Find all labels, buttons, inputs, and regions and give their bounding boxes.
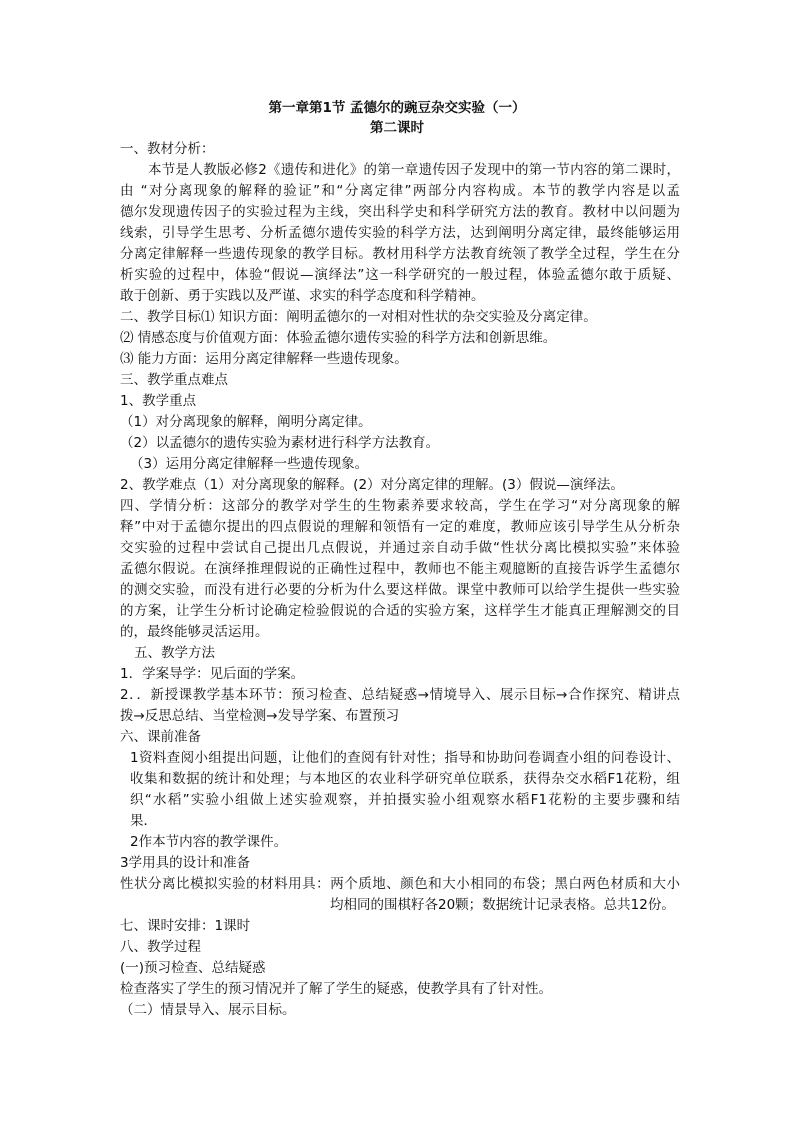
document-title: 第一章第1节 孟德尔的豌豆杂交实验（一） bbox=[268, 100, 526, 116]
section-heading: 一、教材分析： bbox=[120, 141, 215, 157]
list-item: ⑵ 情感态度与价值观方面：体验孟德尔遗传实验的科学方法和创新思维。 bbox=[120, 330, 557, 346]
paragraph-line: 孟德尔假说。在演绎推理假说的正确性过程中，教师也不能主观臆断的直接告诉学生孟德尔 bbox=[120, 561, 680, 577]
section-heading: 七、课时安排：1课时 bbox=[120, 918, 251, 934]
list-item: 1．学案导学：见后面的学案。 bbox=[120, 666, 305, 682]
subsection-heading: 2、教学难点（1）对分离现象的解释。(2）对分离定律的理解。(3）假说—演绎法。 bbox=[120, 477, 624, 493]
section-heading: 三、教学重点难点 bbox=[120, 372, 228, 388]
section-heading: 六、课前准备 bbox=[120, 729, 201, 745]
paragraph-line: 分离定律解释一些遗传现象的教学目标。教材用科学方法教育统领了教学全过程，学生在分 bbox=[120, 246, 680, 262]
paragraph-line: 的测交实验，而没有进行必要的分析为什么要这样做。课堂中教师可以给学生提供一些实验 bbox=[120, 582, 680, 598]
subsection-heading: (一)预习检查、总结疑惑 bbox=[120, 960, 266, 976]
paragraph-line: 均相同的围棋籽各20颗；数据统计记录表格。总共12份。 bbox=[330, 897, 675, 913]
subsection-heading: 3学用具的设计和准备 bbox=[120, 855, 251, 871]
paragraph-line: 拨→反思总结、当堂检测→发导学案、布置预习 bbox=[120, 708, 400, 724]
list-item: ⑶ 能力方面：运用分离定律解释一些遗传现象。 bbox=[120, 351, 408, 367]
document-subtitle: 第二课时 bbox=[370, 120, 424, 136]
section-heading: 八、教学过程 bbox=[120, 939, 201, 955]
paragraph-line: 的，最终能够灵活运用。 bbox=[120, 624, 269, 640]
list-item: （3）运用分离定律解释一些遗传现象。 bbox=[130, 456, 369, 472]
paragraph-line: 的方案，让学生分析讨论确定检验假说的合适的实验方案，这样学生才能真正理解测交的目 bbox=[120, 603, 680, 619]
list-item: （2）以孟德尔的遗传实验为素材进行科学方法教育。 bbox=[120, 435, 440, 451]
paragraph-line: 性状分离比模拟实验的材料用具：两个质地、颜色和大小相同的布袋；黑白两色材质和大小 bbox=[120, 876, 680, 892]
section-heading: 四、学情分析：这部分的教学对学生的生物素养要求较高，学生在学习“对分离现象的解 bbox=[120, 498, 680, 514]
list-item: 2．．新授课教学基本环节：预习检查、总结疑惑→情境导入、展示目标→合作探究、精讲点 bbox=[120, 687, 680, 703]
subsection-heading: （二）情景导入、展示目标。 bbox=[120, 1002, 296, 1018]
paragraph-line: 织“水稻”实验小组做上述实验观察，并拍摄实验小组观察水稻F1花粉的主要步骤和结 bbox=[130, 792, 680, 808]
section-heading: 二、教学目标⑴ 知识方面：阐明孟德尔的一对相对性状的杂交实验及分离定律。 bbox=[120, 309, 597, 325]
list-item: 2作本节内容的教学课件。 bbox=[130, 834, 288, 850]
section-heading: 五、教学方法 bbox=[134, 645, 215, 661]
paragraph-line: 本节是人教版必修2《遗传和进化》的第一章遗传因子发现中的第一节内容的第二课时， bbox=[148, 162, 680, 178]
paragraph-line: 由 “对分离现象的解释的验证”和“分离定律”两部分内容构成。本节的教学内容是以孟 bbox=[120, 183, 680, 199]
list-item: 1资料查阅小组提出问题，让他们的查阅有针对性；指导和协助问卷调查小组的问卷设计、 bbox=[130, 750, 680, 766]
subsection-heading: 1、教学重点 bbox=[120, 393, 197, 409]
paragraph-line: 敢于创新、勇于实践以及严谨、求实的科学态度和科学精神。 bbox=[120, 288, 485, 304]
paragraph-line: 线索，引导学生思考、分析孟德尔遗传实验的科学方法，达到阐明分离定律，最终能够运用 bbox=[120, 225, 680, 241]
paragraph-line: 果． bbox=[130, 813, 157, 829]
list-item: （1）对分离现象的解释，阐明分离定律。 bbox=[120, 414, 372, 430]
paragraph-line: 检查落实了学生的预习情况并了解了学生的疑惑，使教学具有了针对性。 bbox=[120, 981, 552, 997]
paragraph-line: 交实验的过程中尝试自己提出几点假说，并通过亲自动手做“性状分离比模拟实验”来体验 bbox=[120, 540, 680, 556]
paragraph-line: 释”中对于孟德尔提出的四点假说的理解和领悟有一定的难度，教师应该引导学生从分析杂 bbox=[120, 519, 680, 535]
paragraph-line: 收集和数据的统计和处理；与本地区的农业科学研究单位联系，获得杂交水稻F1花粉，组 bbox=[130, 771, 680, 787]
paragraph-line: 德尔发现遗传因子的实验过程为主线，突出科学史和科学研究方法的教育。教材中以问题为 bbox=[120, 204, 680, 220]
paragraph-line: 析实验的过程中，体验“假说—演绎法”这一科学研究的一般过程，体验孟德尔敢于质疑、 bbox=[120, 267, 680, 283]
